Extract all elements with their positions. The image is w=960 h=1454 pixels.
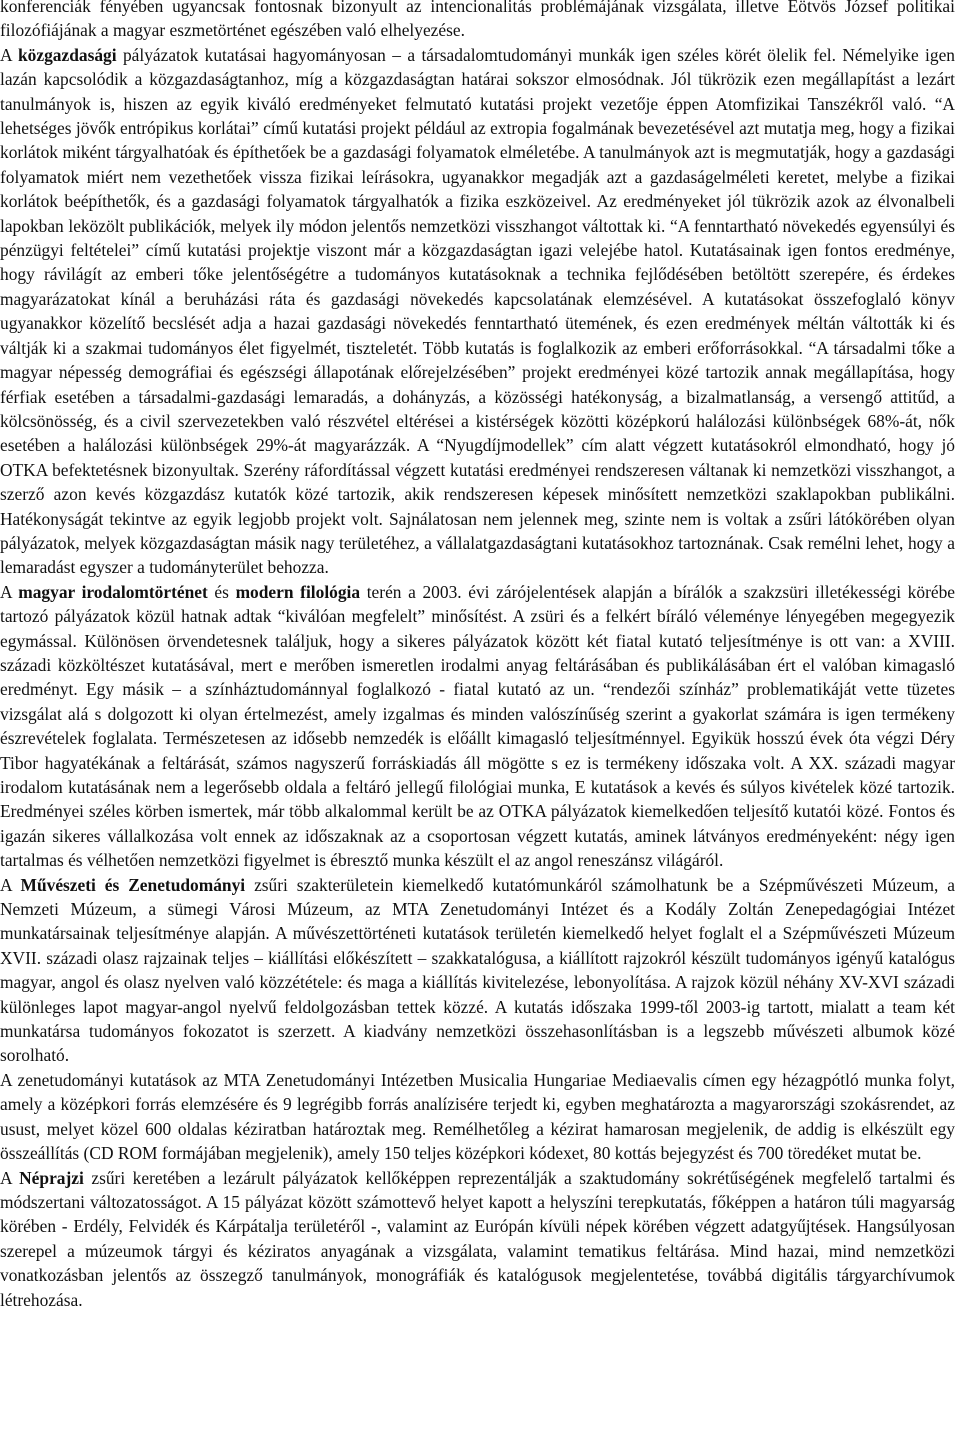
text-run: A <box>0 874 21 895</box>
bold-term: közgazdasági <box>18 44 117 65</box>
paragraph <box>0 1068 955 1166</box>
text-run: A zenetudományi kutatások az MTA Zenetudományi Intézetben Musicalia Hungariae Mediaevalis címen egy hézagpótló munka folyt, amely a középkori forrás elemzésére és 9 legrégibb forrás analízisére terjedt ki, egyben meghatározta a magyarországi szokásrendet, az usust, melyet közel 600 oldalas kéziratban határoztak meg. Remélhetőleg a kézirat hamarosan megjelenik, de addig is elkészült egy összeállítás (CD ROM formájában megjelenik), amely 150 teljes középkori kódexet, 80 kottás bejegyzést és 700 töredéket mutat be. <box>0 1069 955 1164</box>
text-run: konferenciák fényében ugyancsak fontosnak bizonyult az intencionalitás problémájának vizsgálata, illetve Eötvös József politikai filozófiájának a magyar eszmetörténet egészében való elhelyezése. <box>0 0 955 41</box>
text-run: és <box>207 581 236 602</box>
paragraph <box>0 43 955 580</box>
bold-term: Művészeti és Zenetudományi <box>20 874 246 895</box>
text-run: zsűri keretében a lezárult pályázatok kellőképpen reprezentálják a szaktudomány sokrétűségének megfelelő tartalmi és módszertani változatosságot. A 15 pályázat között számottevő helyet kapott a helyszíni terepkutatás, főképpen a határon túli magyarság körében - Erdély, Felvidék és Kárpátalja területéről -, valamint az Európán kívüli népek körében végzett adatgyűjtések. Hangsúlyosan szerepel a múzeumok tárgyi és kéziratos anyagának a vizsgálata, valamint tematikus feltárása. Mind hazai, mind nemzetközi vonatkozásban jelentős az összegző tanulmányok, monográfiák és katalógusok megjelentetése, továbbá digitális tárgyarchívumok létrehozása. <box>0 1167 956 1310</box>
paragraph <box>0 873 955 1068</box>
bold-term: magyar irodalomtörténet <box>18 581 208 602</box>
text-run: A <box>0 44 18 65</box>
text-run: A <box>0 581 19 602</box>
text-run: zsűri szakterületein kiemelkedő kutatómunkáról számolhatunk be a Szépművészeti Múzeum, a Nemzeti Múzeum, a sümegi Városi Múzeum, az MTA Zenetudományi Intézet és a Kodály Zoltán Zenepedagógiai Intézet munkatársainak teljesítménye alapján. A művészettörténeti kutatások területén kiemelkedő helyet foglalt el a Szépművészeti Múzeum XVII. századi olasz rajzainak teljes – kiállítási előkészített – szakkatalógusa, a kiállított rajzokról készült tudományos igényű katalógus magyar, angol és olasz nyelven való közzététele: és maga a kiállítás kivitelezése, lebonyolítása. A rajzok közül néhány XV-XVI századi különleges lapot magyar-angol nyelvű feldolgozásban tettek közzé. A kutatás időszaka 1999-től 2003-ig tartott, mialatt a team két munkatársa tudományos fokozatot is szerzett. A kiadvány nemzetközi összehasonlításban is a legszebb művészeti albumok közé sorolható. <box>0 874 955 1066</box>
paragraph <box>0 580 955 873</box>
text-run: A <box>0 1167 20 1188</box>
paragraph <box>0 1166 955 1312</box>
bold-term: Néprajzi <box>19 1167 84 1188</box>
paragraph <box>0 0 955 43</box>
text-run: pályázatok kutatásai hagyományosan – a társadalomtudományi munkák igen széles körét ölelik fel. Némelyike igen lazán kapcsolódik a közgazdaságtanhoz, míg a közgazdaságtan határai sokszor elmosódnak. Jól tükrözik ezen megállapítást a lezárt tanulmányok is, hiszen az egyik kiváló eredményeket felmutató kutatási projekt vezetője éppen Atomfizikai Tanszékről való. “A lehetséges jövők entrópikus korlátai” című kutatási projekt például az extropia fogalmának bevezetésével azt mutatja meg, hogy a fizikai korlátok miként tárgyalhatóak és építhetőek be a gazdasági folyamatok elméletébe. A tanulmányok azt is megmutatják, hogy a gazdasági folyamatok miért nem vezethetőek vissza fizikai leírásokra, ugyanakkor megadják azt a gazdaságelméleti keretet, melybe a fizikai korlátok beépíthetők, és a gazdasági folyamatok tárgyalhatók a fizika eszközeivel. Az eredményeket jól tükrözik azok az élvonalbeli lapokban leközölt publikációk, melyek ily módon jelentős nemzetközi visszhangot váltottak ki. “A fenntartható növekedés egyensúlyi és pénzügyi feltételei” című kutatási projektje viszont már a közgazdaságtan igazi velejébe hatol. Kutatásainak igen fontos eredménye, hogy rávilágít az emberi tőke jelentőségétre a tudományos kutatásoknak a technika fejlődésében betöltött szerepére, és érdekes magyarázatokat kínál a beruházási ráta és gazdasági növekedés kapcsolatának elemzésével. A kutatásokat összefoglaló könyv ugyanakkor közelítő becslését adja a hazai gazdasági növekedés fenntartható ütemének, és ezen eredmények méltán váltották ki és váltják ki a szakmai tudományos élet figyelmét, tiszteletét. Több kutatás is foglalkozik az emberi erőforrásokkal. “A társadalmi tőke a magyar népesség demográfiai és egészségi állapotának előrejelzésében” projekt eredményei közé tartozik annak megállapítása, hogy férfiak esetében a társadalmi-gazdasági lemaradás, a dohányzás, a közösségi hatékonyság, a bizalmatlanság, a versengő attitűd, a kölcsönösség, és a civil szervezetekben való részvétel eltérései a kistérségek közötti középkorú halálozási különbségek 68%-át, nők esetében a halálozási különbségek 29%-át magyarázzák. A “Nyugdíjmodellek” cím alatt végzett kutatásokról elmondható, hogy jó OTKA befektetésnek bizonyultak. Szerény ráfordítással végzett kutatási eredményei rendszeresen váltanak ki nemzetközi visszhangot, a szerző azon kevés közgazdász kutatók közé tartozik, akik rendszeresen képesek minősített nemzetközi szaklapokban publikálni. Hatékonyságát tekintve az egyik legjobb projekt volt. Sajnálatosan nem jelennek meg, szinte nem is voltak a zsűri látókörében olyan pályázatok, melyek közgazdaságtan másik nagy területéhez, a vállalatgazdaságtani kutatásokhoz tartoznának. Csak remélni lehet, hogy a lemaradást egyszer a tudományterület behozza. <box>0 44 955 578</box>
bold-term: modern filológia <box>235 581 361 602</box>
text-run: terén a 2003. évi zárójelentések alapján a bírálók a szakzsüri illetékességi körébe tartozó pályázatok közül hatnak adtak “kiválóan megfelelt” minősítést. A zsüri és a felkért bíráló véleménye lényegében megegyezik egymással. Különösen örvendetesnek találjuk, hogy a sikeres pályázatok között két fiatal kutató teljesítménye is ott van: a XVIII. századi közköltészet kutatásával, mert e merőben ismeretlen irodalmi anyag feltárásában és publikálásában ért el valóban kimagasló eredményt. Egy másik – a színháztudománnyal foglalkozó - fiatal kutató az un. “rendezői színház” problematikáját vette tüzetes vizsgálat alá s dolgozott ki olyan értelmezést, amely izgalmas és minden valószínűség szerint a gyakorlat számára is igen termékeny észrevételek foglalata. Természetesen az idősebb nemzedék is előállt kimagasló teljesítménnyel. Egyikük hosszú évek óta végzi Déry Tibor hagyatékának a feltárását, számos nagyszerű forráskiadás áll mögötte s ez is termékeny időszaka volt. A XX. századi magyar irodalom kutatásának nem a legerősebb oldala a feltáró jellegű filológiai munka, E kutatások a kevés és súlyos kivételek közé tartozik. Eredményei széles körben ismertek, már több alkalommal került be az OTKA pályázatok kiemelkedően teljesítő kutatói közé. Fontos és igazán sikeres vállalkozása volt ennek az időszaknak az a csoportosan végzett kutatás, aminek látványos eredményeként: négy igen tartalmas és vélhetően nemzetközi figyelmet is ébresztő munka készült el az angol reneszánsz világáról. <box>0 581 955 871</box>
